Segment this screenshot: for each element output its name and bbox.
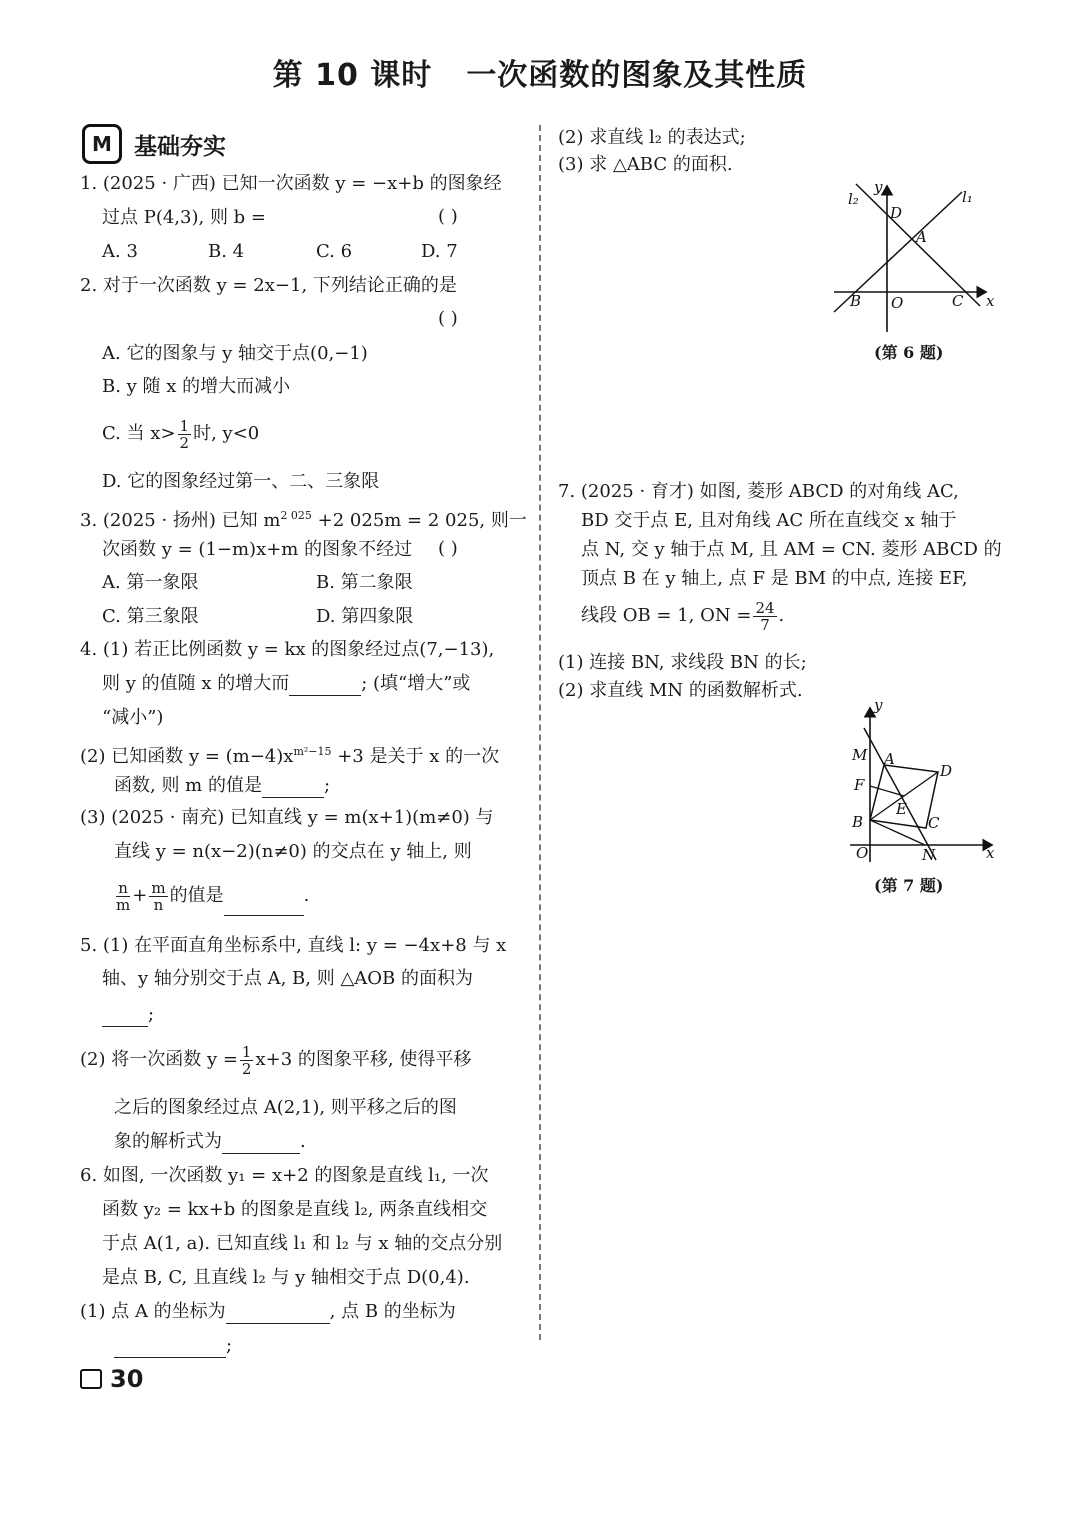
q3-option-a: A. 第一象限: [102, 572, 199, 593]
q4-line-3: “减小”): [102, 707, 164, 728]
q2-option-c: C. 当 x> $\frac{1}{2}$ 时, y<0: [102, 416, 260, 452]
q7-line-2: BD 交于点 E, 且对角线 AC 所在直线交 x 轴于: [581, 510, 957, 531]
q3-option-d: D. 第四象限: [316, 606, 414, 627]
q6-line-1: 6. 如图, 一次函数 y₁ = x+2 的图象是直线 l₁, 一次: [80, 1165, 489, 1186]
q6-line-3: 于点 A(1, a). 已知直线 l₁ 和 l₂ 与 x 轴的交点分别: [102, 1233, 503, 1254]
section-label: 基础夯实: [134, 133, 226, 160]
q7-label-B: B: [852, 813, 864, 831]
q6-line-4: 是点 B, C, 且直线 l₂ 与 y 轴相交于点 D(0,4).: [102, 1267, 470, 1288]
q7-line-1: 7. (2025 · 育才) 如图, 菱形 ABCD 的对角线 AC,: [558, 481, 959, 502]
q4-line-1: 4. (1) 若正比例函数 y = kx 的图象经过点(7,−13),: [80, 639, 495, 660]
q5-part-2-line-2: 之后的图象经过点 A(2,1), 则平移之后的图: [114, 1097, 457, 1118]
q5-line-3: ;: [102, 1003, 154, 1027]
q6-blank-1: [226, 1303, 330, 1324]
q4-part-3-line-1: (3) (2025 · 南充) 已知直线 y = m(x+1)(m≠0) 与: [80, 807, 494, 828]
q6-label-l2: l₂: [848, 190, 859, 208]
q3-line-1: 3. (2025 · 扬州) 已知 $m^{2 025} +2$ 025m = 2 025, 则一: [80, 509, 527, 531]
q7-label-C: C: [928, 814, 940, 832]
q4-part-3-line-3: $\frac{n}{m}$ + $\frac{m}{n}$ 的值是 .: [114, 876, 309, 916]
q6-label-O: O: [891, 294, 904, 312]
q1-line-1: 1. (2025 · 广西) 已知一次函数 y = −x+b 的图象经: [80, 173, 502, 194]
q4-blank-2: [262, 777, 324, 798]
q6-part-1-line-2: ;: [114, 1334, 232, 1358]
q5-part-2-line-3: 象的解析式为 .: [114, 1131, 306, 1152]
q4-part-3-line-2: 直线 y = n(x−2)(n≠0) 的交点在 y 轴上, 则: [114, 841, 472, 862]
q7-label-O: O: [856, 844, 869, 862]
page-footer: [80, 1365, 143, 1393]
q6-part-2: (2) 求直线 l₂ 的表达式;: [558, 127, 746, 148]
q6-figure: [828, 180, 1000, 340]
q5-blank-1: [102, 1006, 148, 1027]
q4-line-2: 则 y 的值随 x 的增大而 ; (填“增大”或: [102, 673, 471, 694]
q6-label-C: C: [952, 292, 964, 310]
section-badge-icon: M: [82, 124, 122, 164]
q6-label-x: x: [986, 292, 995, 310]
q2-fraction: $\frac{1}{2}$: [179, 416, 190, 452]
q5-part-2-line-1: (2) 将一次函数 y = $\frac{1}{2}$ x+3 的图象平移, 使得平移: [80, 1042, 472, 1078]
q7-label-D: D: [940, 762, 953, 780]
q7-line-MN: [864, 728, 936, 860]
q1-answer-paren: ( ): [438, 206, 458, 227]
q6-part-1-line-1: (1) 点 A 的坐标为 , 点 B 的坐标为: [80, 1301, 456, 1322]
q7-caption: (第 7 题): [874, 876, 944, 895]
q6-blank-2: [114, 1337, 226, 1358]
q5-line-2: 轴、y 轴分别交于点 A, B, 则 △AOB 的面积为: [102, 968, 473, 989]
q6-caption: (第 6 题): [874, 343, 944, 362]
q5-line-1: 5. (1) 在平面直角坐标系中, 直线 l: y = −4x+8 与 x: [80, 935, 507, 956]
q4-blank-1: [289, 675, 361, 696]
q7-label-A: A: [884, 750, 895, 768]
section-header: [82, 124, 226, 164]
q3-answer-paren: ( ): [438, 538, 458, 559]
q2-option-d: D. 它的图象经过第一、二、三象限: [102, 471, 380, 492]
q7-figure: [840, 700, 1000, 870]
q2-option-b: B. y 随 x 的增大而减小: [102, 376, 291, 397]
q7-label-M: M: [852, 746, 868, 764]
q7-line-4: 顶点 B 在 y 轴上, 点 F 是 BM 的中点, 连接 EF,: [581, 568, 968, 589]
lesson-topic: 一次函数的图象及其性质: [466, 58, 808, 93]
page-title: [0, 50, 1080, 94]
column-divider: [539, 125, 541, 1340]
q6-label-y: y: [874, 180, 883, 196]
q5-blank-2: [222, 1133, 300, 1154]
q2-line-1: 2. 对于一次函数 y = 2x−1, 下列结论正确的是: [80, 275, 457, 296]
q7-label-F: F: [854, 776, 865, 794]
q6-label-A: A: [916, 228, 927, 246]
q7-line-3: 点 N, 交 y 轴于点 M, 且 AM = CN. 菱形 ABCD 的: [581, 539, 1002, 560]
q7-label-N: N: [922, 846, 936, 864]
q6-label-l1: l₁: [962, 188, 973, 206]
book-icon: [80, 1369, 102, 1389]
q7-label-x: x: [986, 844, 995, 862]
q2-answer-paren: ( ): [438, 308, 458, 329]
q4-blank-3: [224, 895, 304, 916]
q7-line-5: 线段 OB = 1, ON = $\frac{24}{7}$ .: [581, 598, 785, 634]
q3-line-2: 次函数 y = (1−m)x+m 的图象不经过: [102, 539, 413, 560]
q2-option-a: A. 它的图象与 y 轴交于点(0,−1): [102, 343, 368, 364]
q6-label-D: D: [890, 204, 903, 222]
page-number: 30: [110, 1365, 144, 1393]
q6-line-2: 函数 y₂ = kx+b 的图象是直线 l₂, 两条直线相交: [102, 1199, 488, 1220]
q6-label-B: B: [850, 292, 862, 310]
q4-part-2-line-1: (2) 已知函数 $y = (m-4)x^{m^2-15} +3$ 是关于 x 的一次: [80, 745, 500, 767]
q6-part-3: (3) 求 △ABC 的面积.: [558, 154, 733, 175]
q3-option-c: C. 第三象限: [102, 606, 199, 627]
q7-label-E: E: [896, 800, 907, 818]
lesson-number: 第 10 课时: [272, 58, 433, 93]
q1-line-2: 过点 P(4,3), 则 b =: [102, 207, 266, 228]
q1-option-c: C. 6: [316, 241, 353, 262]
q7-label-y: y: [874, 700, 883, 714]
q7-part-1: (1) 连接 BN, 求线段 BN 的长;: [558, 652, 807, 673]
q4-part-2-line-2: 函数, 则 m 的值是 ;: [114, 775, 331, 796]
q3-option-b: B. 第二象限: [316, 572, 413, 593]
q7-part-2: (2) 求直线 MN 的函数解析式.: [558, 680, 803, 701]
q1-option-b: B. 4: [208, 241, 245, 262]
q1-option-a: A. 3: [102, 241, 138, 262]
q1-option-d: D. 7: [421, 241, 458, 262]
